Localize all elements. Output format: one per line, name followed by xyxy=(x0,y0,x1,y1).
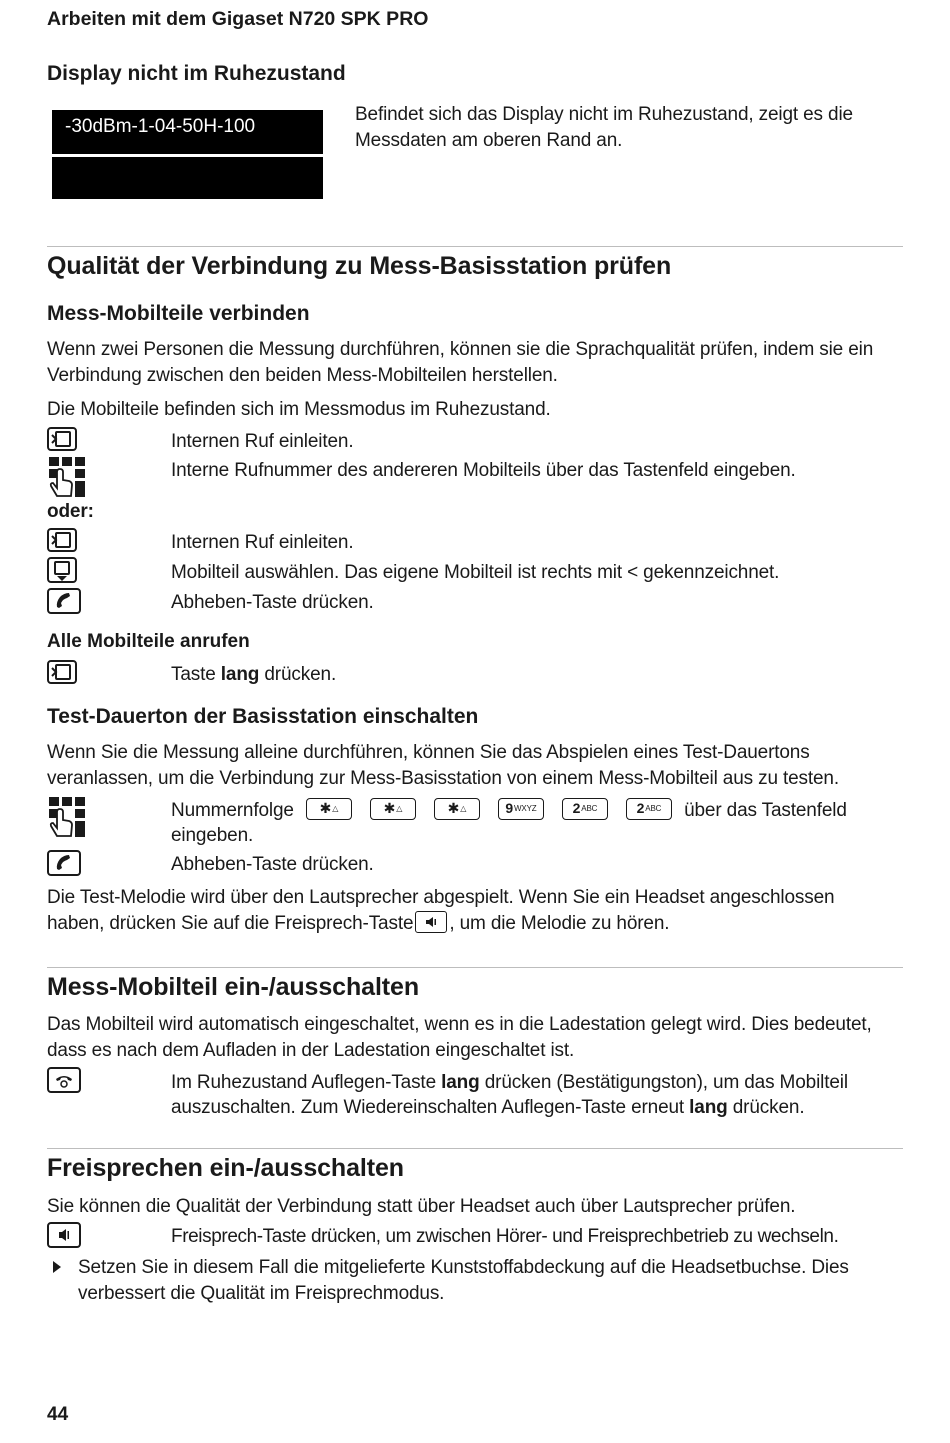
section-heading-handsfree: Freisprechen ein-/ausschalten xyxy=(47,1154,404,1182)
call-all-step-pre: Taste xyxy=(171,664,221,685)
key-main: ✱ xyxy=(383,800,396,817)
connect-state: Die Mobilteile befinden sich im Messmodus im Ruhezustand. xyxy=(47,399,551,420)
key-9 xyxy=(498,798,544,820)
end-key-icon xyxy=(47,1067,81,1093)
melody-text-2b: , um die Melodie zu hören. xyxy=(449,913,670,934)
section-divider xyxy=(47,1148,903,1149)
key-sub: ABC xyxy=(645,804,662,814)
key-sub: △ xyxy=(396,804,403,814)
running-head: Arbeiten mit dem Gigaset N720 SPK PRO xyxy=(47,8,429,30)
display-empty-area xyxy=(52,157,323,199)
key-sub: △ xyxy=(332,804,339,814)
key-main: ✱ xyxy=(447,800,460,817)
speaker-key-icon xyxy=(415,911,447,933)
onoff-step-2c: drücken. xyxy=(727,1097,805,1118)
key-2 xyxy=(562,798,608,820)
key-sequence-label: Nummernfolge xyxy=(171,800,294,821)
key-sequence-line xyxy=(171,798,847,823)
talk-key-icon xyxy=(47,588,81,614)
keypad-icon xyxy=(47,796,89,838)
bullet-arrow-icon xyxy=(52,1260,62,1279)
key-sequence-post: über das Tastenfeld xyxy=(684,800,847,821)
onoff-step-2 xyxy=(171,1095,804,1120)
onoff-step-1 xyxy=(171,1070,848,1095)
section-divider xyxy=(47,246,903,247)
handsfree-intro: Sie können die Qualität der Verbindung statt über Headset auch über Lautsprecher prüfen. xyxy=(47,1196,796,1217)
step-text: Abheben-Taste drücken. xyxy=(171,592,374,613)
handsfree-step: Freisprech-Taste drücken, um zwischen Hörer- und Freisprechbetrieb zu wechseln. xyxy=(171,1226,839,1247)
display-readout-bar xyxy=(52,110,323,154)
key-star xyxy=(370,798,416,820)
melody-text-1: Die Test-Melodie wird über den Lautsprecher abgespielt. Wenn Sie ein Headset angeschlossen xyxy=(47,887,835,908)
key-main: 2 xyxy=(572,800,581,817)
call-all-step-bold: lang xyxy=(220,664,260,685)
call-all-step-post: drücken. xyxy=(259,664,337,685)
key-sub: ABC xyxy=(581,804,598,814)
onoff-step-1c: drücken (Bestätigungston), um das Mobilteil xyxy=(479,1072,848,1093)
navigation-key-down-icon xyxy=(47,557,77,583)
display-readout: -30dBm-1-04-50H-100 xyxy=(65,116,256,137)
section-heading-display: Display nicht im Ruhezustand xyxy=(47,62,346,85)
display-description: Befindet sich das Display nicht im Ruhezustand, zeigt es die Messdaten am oberen Rand an. xyxy=(355,104,853,151)
connect-intro: Wenn zwei Personen die Messung durchführen, können sie die Sprachqualität prüfen, indem sie ein Verbindung zwischen den beiden Mess-Mobilteilen herstellen. xyxy=(47,339,874,386)
key-sequence-post2: eingeben. xyxy=(171,825,254,846)
section-heading-onoff: Mess-Mobilteil ein-/ausschalten xyxy=(47,973,419,1001)
melody-text-2a: haben, drücken Sie auf die Freisprech-Taste xyxy=(47,913,414,934)
key-main: 9 xyxy=(505,800,514,817)
or-label: oder: xyxy=(47,501,94,522)
key-2 xyxy=(626,798,672,820)
section-heading-quality: Qualität der Verbindung zu Mess-Basisstation prüfen xyxy=(47,252,672,280)
speaker-key-icon xyxy=(47,1222,81,1248)
test-tone-talk-step: Abheben-Taste drücken. xyxy=(171,854,374,875)
step-text: Internen Ruf einleiten. xyxy=(171,431,354,452)
key-star xyxy=(434,798,480,820)
handsfree-bullet: Setzen Sie in diesem Fall die mitgelieferte Kunststoffabdeckung auf die Headsetbuchse. Dies verbessert die Qualität im Freisprechmodus. xyxy=(78,1257,849,1304)
onoff-step-1b: lang xyxy=(441,1072,480,1093)
key-sub: △ xyxy=(460,804,467,814)
talk-key-icon xyxy=(47,850,81,876)
subheading-test-tone: Test-Dauerton der Basisstation einschalten xyxy=(47,705,479,728)
subheading-connect: Mess-Mobilteile verbinden xyxy=(47,302,310,325)
key-sub: WXYZ xyxy=(514,804,537,814)
step-text: Interne Rufnummer des andereren Mobilteils über das Tastenfeld eingeben. xyxy=(171,460,796,481)
call-all-step xyxy=(171,662,336,687)
melody-text-2 xyxy=(47,911,669,937)
key-main: 2 xyxy=(636,800,645,817)
key-star xyxy=(306,798,352,820)
page-number: 44 xyxy=(47,1404,69,1425)
step-text: Internen Ruf einleiten. xyxy=(171,532,354,553)
section-divider xyxy=(47,967,903,968)
onoff-intro: Das Mobilteil wird automatisch eingeschaltet, wenn es in die Ladestation gelegt wird. Dies bedeutet, dass es nach dem Aufladen in der Ladestation eingeschaltet ist. xyxy=(47,1014,872,1061)
keypad-icon xyxy=(47,456,89,498)
internal-call-key-icon xyxy=(47,427,77,451)
onoff-step-2a: auszuschalten. Zum Wiedereinschalten Auflegen-Taste erneut xyxy=(171,1097,690,1118)
key-main: ✱ xyxy=(319,800,332,817)
internal-call-key-icon xyxy=(47,528,77,552)
onoff-step-1a: Im Ruhezustand Auflegen-Taste xyxy=(171,1072,442,1093)
test-tone-intro: Wenn Sie die Messung alleine durchführen, können Sie das Abspielen eines Test-Dauertons veranlassen, um die Verbindung zur Mess-Basisstation von einem Mess-Mobilteil aus zu testen. xyxy=(47,742,839,789)
onoff-step-2b: lang xyxy=(689,1097,728,1118)
internal-call-key-icon xyxy=(47,660,77,684)
step-text: Mobilteil auswählen. Das eigene Mobilteil ist rechts mit < gekennzeichnet. xyxy=(171,562,780,583)
subheading-call-all: Alle Mobilteile anrufen xyxy=(47,631,250,652)
